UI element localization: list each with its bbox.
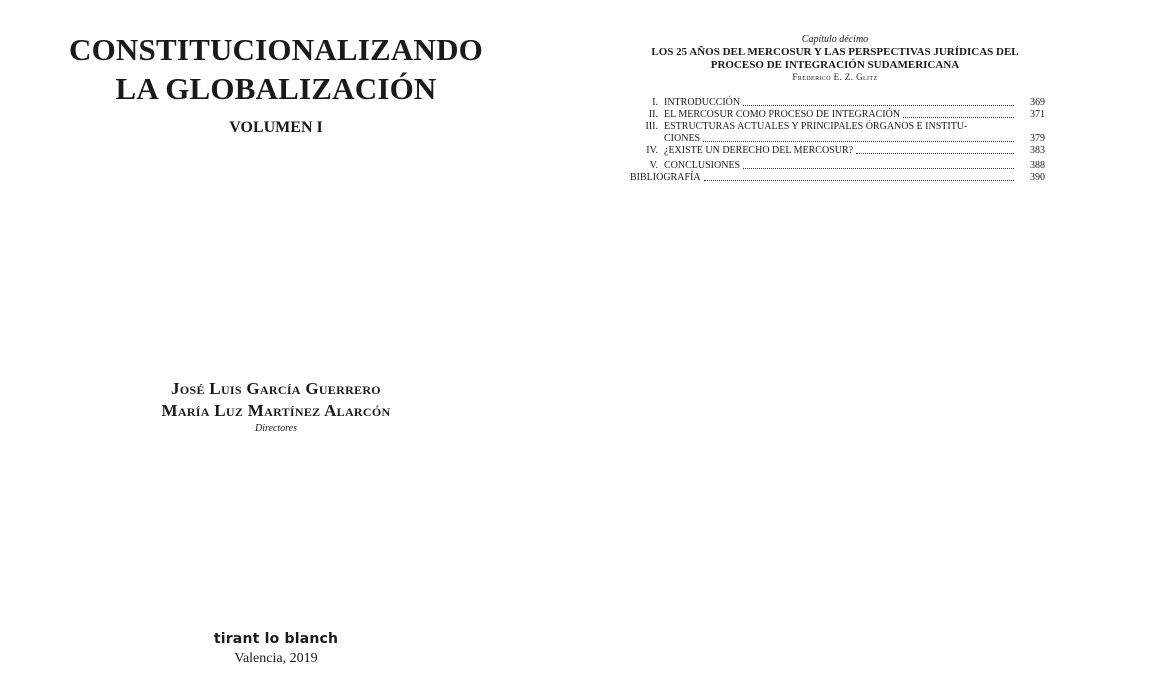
book-title-line-2: LA GLOBALIZACIÓN xyxy=(115,71,437,106)
toc-number: V. xyxy=(649,160,658,171)
toc-leader-dots xyxy=(903,117,1014,118)
toc-number: I. xyxy=(652,97,658,108)
chapter-title-line-2: PROCESO DE INTEGRACIÓN SUDAMERICANA xyxy=(710,59,960,71)
toc-title: INTRODUCCIÓN xyxy=(664,97,741,108)
volume-label: VOLUMEN I xyxy=(229,119,323,136)
toc-number: II. xyxy=(648,109,658,120)
chapter-label: Capítulo décimo xyxy=(801,34,869,45)
toc-entry[interactable] xyxy=(630,121,1045,133)
right-page xyxy=(600,0,1152,683)
toc-page-number: 379 xyxy=(1030,133,1045,144)
toc-page-number: 388 xyxy=(1030,160,1045,171)
toc-page-number: 390 xyxy=(1030,172,1045,183)
toc-number: III. xyxy=(645,121,658,132)
toc-leader-dots xyxy=(856,153,1014,154)
toc-leader-dots xyxy=(704,180,1014,181)
toc-page-number: 371 xyxy=(1030,109,1045,120)
toc-entry[interactable] xyxy=(630,97,1045,109)
chapter-heading xyxy=(620,33,1050,83)
table-of-contents xyxy=(630,97,1045,184)
editors-role: Directores xyxy=(254,423,298,434)
toc-title: EL MERCOSUR COMO PROCESO DE INTEGRACIÓN xyxy=(664,109,901,120)
left-page xyxy=(0,0,552,683)
toc-number: IV. xyxy=(646,145,658,156)
toc-page-number: 369 xyxy=(1030,97,1045,108)
toc-entry[interactable] xyxy=(630,109,1045,121)
editors-block xyxy=(0,378,552,434)
toc-entry-continuation[interactable] xyxy=(630,133,1045,145)
publication-place-year: Valencia, 2019 xyxy=(234,651,318,666)
chapter-title-line-1: LOS 25 AÑOS DEL MERCOSUR Y LAS PERSPECTIVAS JURÍDICAS DEL xyxy=(651,46,1019,58)
toc-entry-bibliography[interactable] xyxy=(630,172,1045,184)
toc-leader-dots xyxy=(703,141,1014,142)
toc-leader-dots xyxy=(743,168,1014,169)
book-title-line-1: CONSTITUCIONALIZANDO xyxy=(69,32,483,67)
toc-title: ESTRUCTURAS ACTUALES Y PRINCIPALES ÓRGANOS E INSTITU- xyxy=(664,121,968,132)
toc-page-number: 383 xyxy=(1030,145,1045,156)
toc-title-continuation: CIONES xyxy=(664,133,701,144)
book-title xyxy=(0,30,552,108)
chapter-author: Frederico E. Z. Glitz xyxy=(792,72,878,82)
publisher-block xyxy=(0,631,552,667)
editor-name-2: María Luz Martínez Alarcón xyxy=(161,401,391,420)
toc-entry[interactable] xyxy=(630,145,1045,157)
toc-title: BIBLIOGRAFÍA xyxy=(630,172,701,183)
toc-title: ¿EXISTE UN DERECHO DEL MERCOSUR? xyxy=(664,145,854,156)
toc-entry[interactable] xyxy=(630,160,1045,172)
toc-leader-dots xyxy=(743,105,1014,106)
editor-name-1: José Luis García Guerrero xyxy=(171,379,381,398)
toc-title: CONCLUSIONES xyxy=(664,160,741,171)
publisher-logo: tirant lo blanch xyxy=(213,631,339,647)
